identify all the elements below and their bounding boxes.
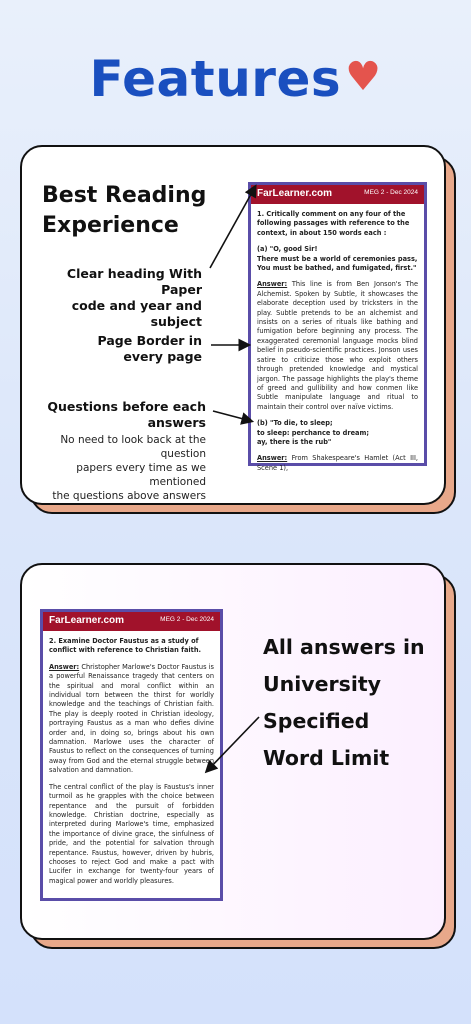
note-subtext-line2: papers every time as we mentioned <box>76 462 206 488</box>
answer-a-text: This line is from Ben Jonson's The Alchemist. Spoken by Subtle, it showcases the elaborate deception used by tricksters in the play. Subtle pretends to be an alchemist and insists on a series of rituals like bathing and fumigation before beginning any process. The exaggerated ceremonial language mocks blind belief in pseudo-scientific practices. Jonson uses satire to criticize those who exploit others through pretended knowledge and mystical jargon. The passage highlights the play's theme of greed and gullibility and how conmen like Subtle manipulate language and ritual to maintain their control over naïve victims. <box>257 280 418 411</box>
card2-heading-line4: Word Limit <box>263 746 390 770</box>
card2-arrows <box>22 565 446 940</box>
card2-heading-line3: Specified <box>263 709 370 733</box>
page-title <box>0 50 471 108</box>
paper2-answer-label: Answer: <box>49 662 80 671</box>
arrow-to-answer <box>207 717 259 771</box>
feature-card-word-limit <box>20 563 446 940</box>
paper-question: 1. Critically comment on any four of the following passages with reference to the context, in about 150 words each : <box>257 210 410 237</box>
card2-heading-line1: All answers in <box>263 635 425 659</box>
note-questions-line2: answers <box>147 415 206 430</box>
paper2-code: MEG 2 - Dec 2024 <box>160 616 214 623</box>
paper2-brand: FarLearner.com <box>49 615 125 626</box>
passage-b-line1: (b) "To die, to sleep; <box>257 419 333 428</box>
card2-heading-line2: University <box>263 672 382 696</box>
note-clear-heading-line1: Clear heading With Paper <box>66 266 202 297</box>
note-subtext-line3: the questions above answers <box>52 490 206 502</box>
paper2-question: 2. Examine Doctor Faustus as a study of conflict with reference to Christian faith. <box>49 637 202 655</box>
passage-a-line3: You must be bathed, and fumigated, first." <box>257 264 417 273</box>
card1-heading-line1: Best Reading <box>42 183 207 208</box>
note-page-border-line2: every page <box>123 349 202 364</box>
feature-card-reading <box>20 145 446 505</box>
passage-b-line2: to sleep: perchance to dream; <box>257 428 370 437</box>
page-title-text: Features <box>89 50 342 108</box>
arrow-to-questions <box>213 411 251 421</box>
passage-a-line1: (a) "O, good Sir! <box>257 245 318 254</box>
card1-arrows <box>22 147 446 505</box>
paper-code: MEG 2 - Dec 2024 <box>364 189 418 196</box>
answer-b-text: From Shakespeare's Hamlet (Act III, Scene 1), <box>257 454 418 472</box>
note-subtext-line1: No need to look back at the question <box>60 434 206 460</box>
arrow-to-heading <box>210 187 255 268</box>
card1-heading-line2: Experience <box>42 213 179 238</box>
paper2-answer-p2: The central conflict of the play is Faustus's inner turmoil as he grapples with the choice between repentance and the pursuit of forbidden knowledge. Christian doctrine, especially as interpreted during Marlowe's time, emphasized the importance of divine grace, the sinfulness of pride, and the potential for salvation through repentance. Faustus, however, driven by hubris, chooses to reject God and make a pact with Lucifer in exchange for twenty-four years of magical power and worldly pleasures. <box>49 782 214 885</box>
heart-icon: ♥ <box>345 54 382 100</box>
answer-label: Answer: <box>257 280 288 289</box>
note-clear-heading-line2: code and year and subject <box>71 298 202 329</box>
paper2-answer-p1-text: Christopher Marlowe's Doctor Faustus is a powerful Renaissance tragedy that centers on the spiritual and moral conflict within an individual torn between the thirst for worldly knowledge and the teachings of Christian faith. The play is deeply rooted in Christian ideology, portraying Faustus as a man who defies divine order and, in doing so, brings about his own damnation. Marlowe uses the character of Faustus to reflect on the consequences of turning away from God and the eternal struggle between salvation and damnation. <box>49 662 214 775</box>
passage-b-line3: ay, there is the rub" <box>257 437 332 446</box>
note-page-border-line1: Page Border in <box>97 333 202 348</box>
note-questions-line1: Questions before each <box>47 399 206 414</box>
answer-b-label: Answer: <box>257 454 288 463</box>
passage-a-line2: There must be a world of ceremonies pass, <box>257 254 418 263</box>
paper-brand: FarLearner.com <box>257 188 333 199</box>
